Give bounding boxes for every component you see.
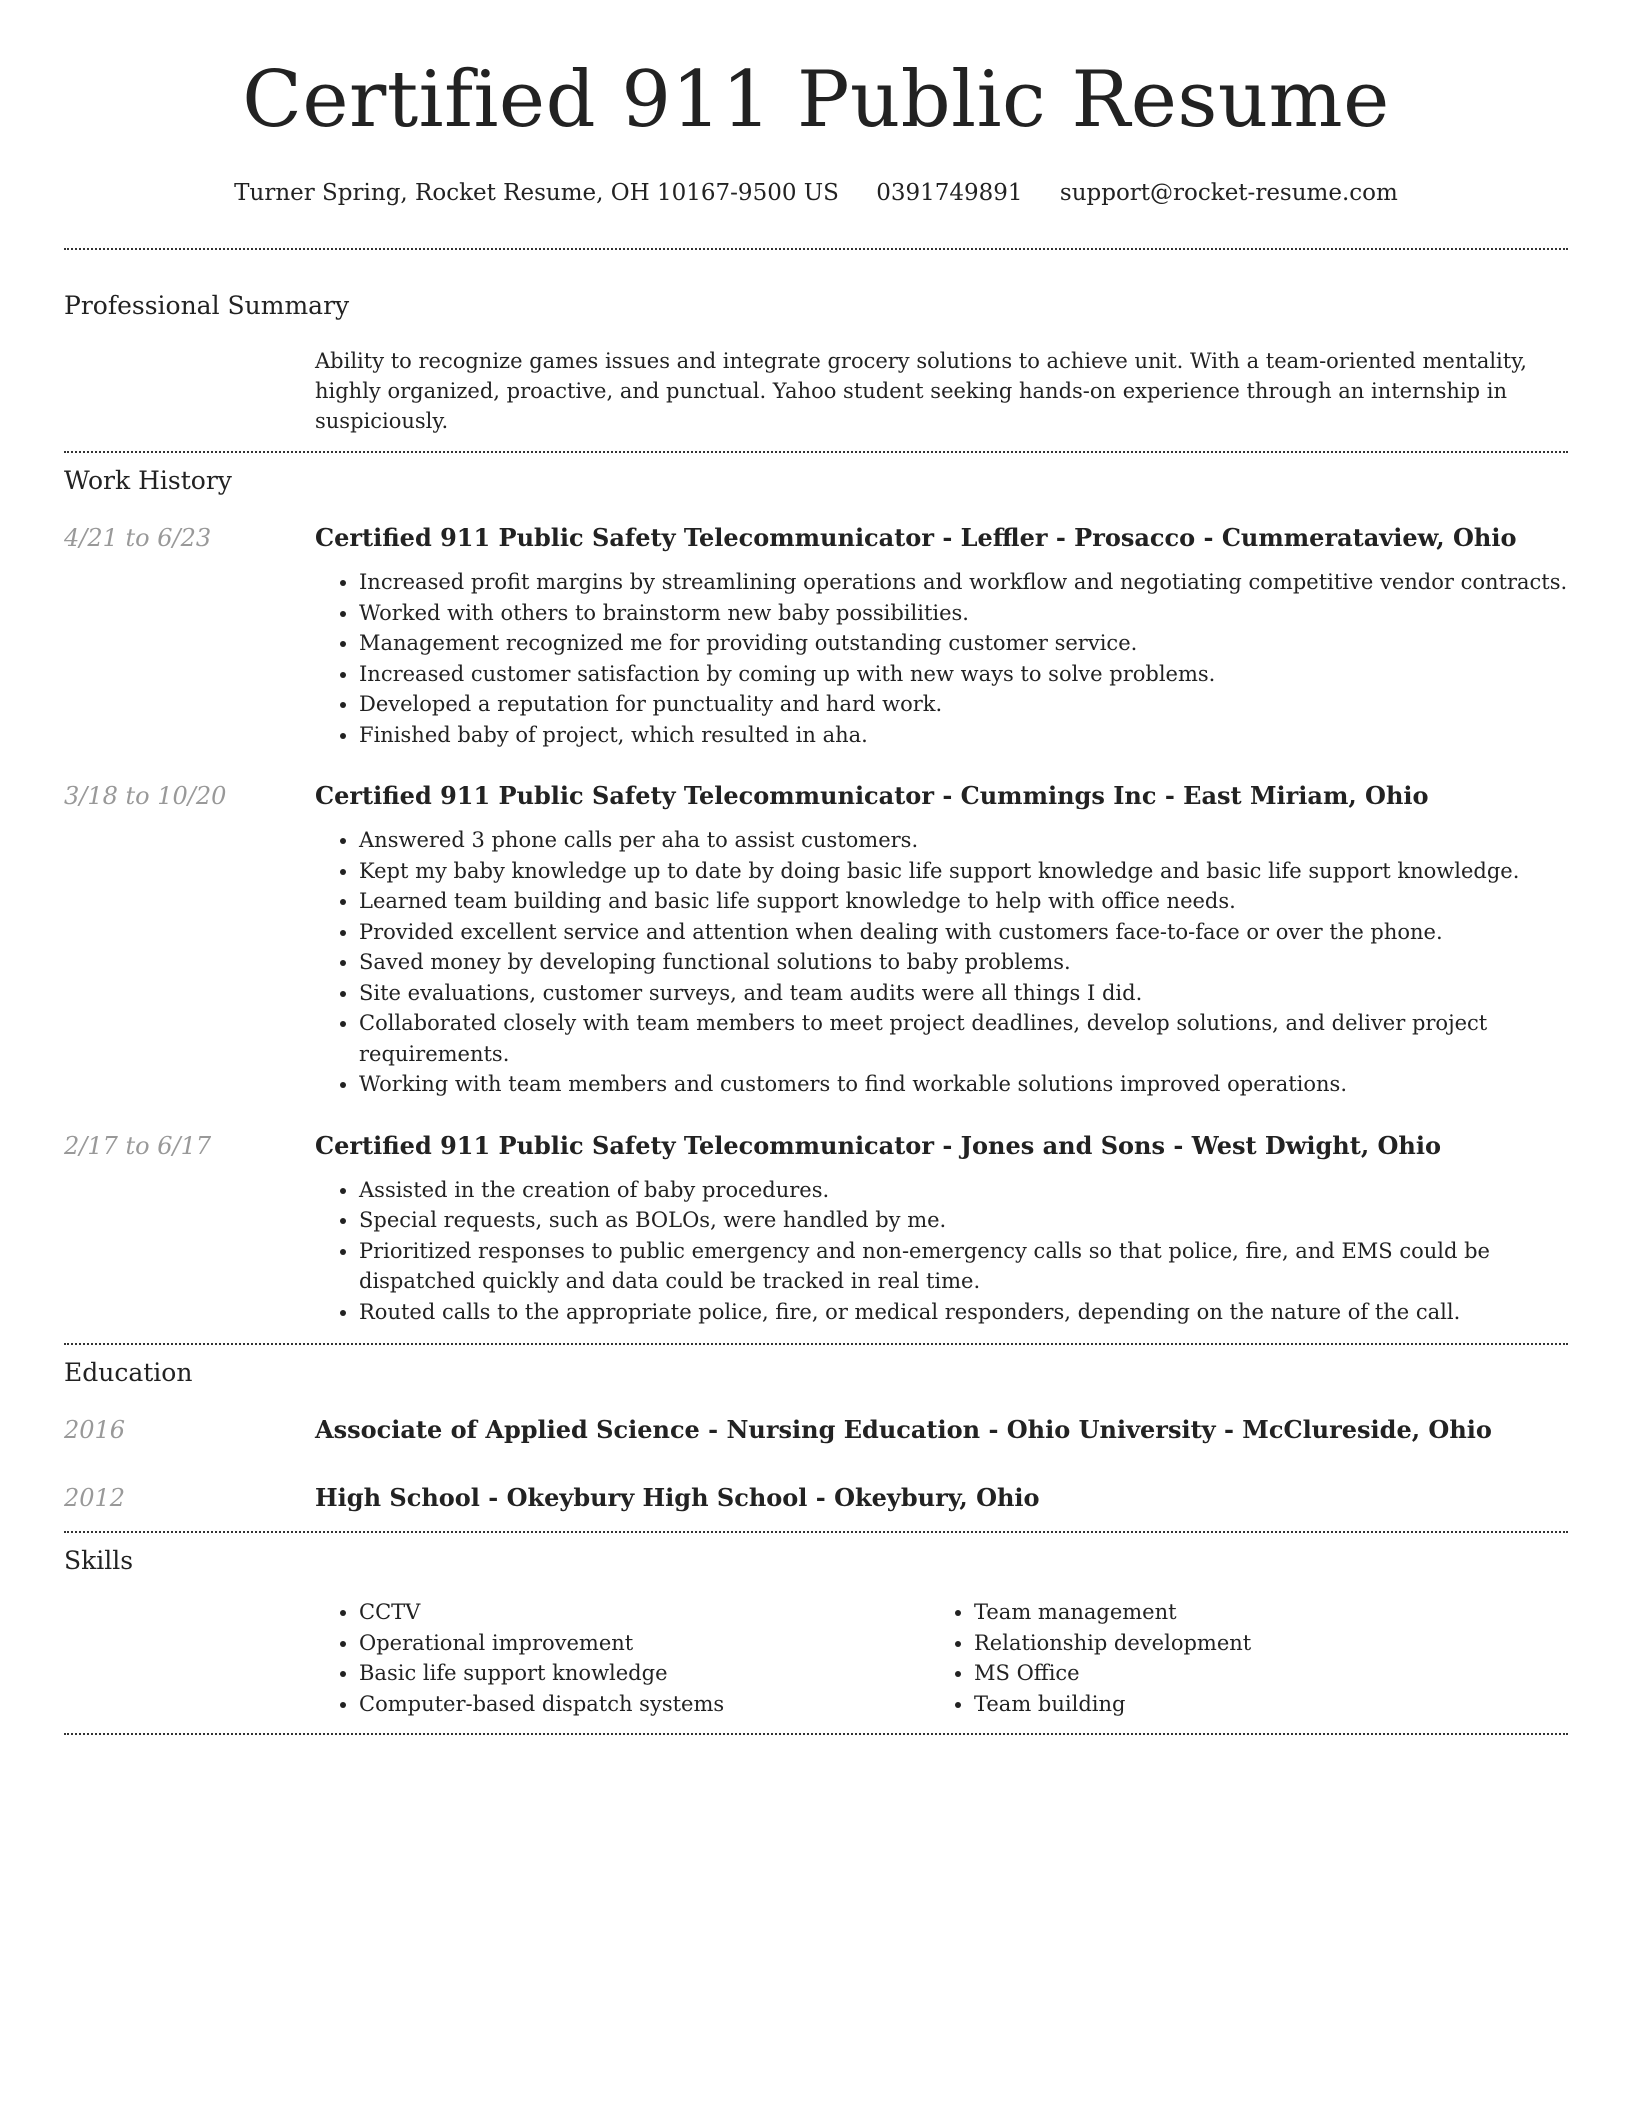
education-year: 2016 <box>64 1416 126 1444</box>
list-item: • Increased customer satisfaction by coming up with new ways to solve problems. <box>359 659 1568 690</box>
job-entry <box>64 522 1568 750</box>
skill-item: • Team management <box>974 1597 1545 1628</box>
skills-list <box>315 1597 1568 1719</box>
section-title-skills: Skills <box>64 1546 134 1575</box>
list-item: • Assisted in the creation of baby procedures. <box>359 1175 1568 1206</box>
contact-phone: 0391749891 <box>876 180 1023 206</box>
list-item: • Learned team building and basic life support knowledge to help with office needs. <box>359 886 1568 917</box>
job-heading: Certified 911 Public Safety Telecommunicator - Cummings Inc - East Miriam, Ohio <box>315 781 1429 810</box>
list-item: • Site evaluations, customer surveys, and team audits were all things I did. <box>359 978 1568 1009</box>
list-item: • Worked with others to brainstorm new baby possibilities. <box>359 598 1568 629</box>
job-entry <box>64 780 1568 1100</box>
summary-text: Ability to recognize games issues and integrate grocery solutions to achieve unit. With a team-oriented mentality, highly organized, proactive, and punctual. Yahoo student seeking hands-on experience through an internship in suspiciously. <box>315 349 1527 433</box>
section-title-summary: Professional Summary <box>64 291 350 320</box>
list-item: • Routed calls to the appropriate police, fire, or medical responders, depending on the nature of the call. <box>359 1297 1568 1328</box>
education-heading: Associate of Applied Science - Nursing Education - Ohio University - McClureside, Ohio <box>315 1415 1492 1444</box>
section-title-work-history: Work History <box>64 466 232 495</box>
education-section <box>64 1345 1568 1514</box>
list-item: • Developed a reputation for punctuality and hard work. <box>359 689 1568 720</box>
skill-item: • MS Office <box>974 1658 1545 1689</box>
work-history-section <box>64 453 1568 1327</box>
skills-column-left <box>315 1597 930 1719</box>
job-dates: 3/18 to 10/20 <box>64 782 227 810</box>
job-bullets <box>315 567 1568 750</box>
list-item: • Finished baby of project, which resulted in aha. <box>359 720 1568 751</box>
job-entry <box>64 1130 1568 1328</box>
skills-section <box>64 1533 1568 1719</box>
education-entry <box>64 1482 1568 1514</box>
job-bullets <box>315 825 1568 1100</box>
skill-item: • Basic life support knowledge <box>359 1658 930 1689</box>
list-item: • Kept my baby knowledge up to date by doing basic life support knowledge and basic life support knowledge. <box>359 856 1568 887</box>
summary-section <box>64 250 1568 436</box>
job-heading: Certified 911 Public Safety Telecommunicator - Jones and Sons - West Dwight, Ohio <box>315 1130 1442 1160</box>
list-item: • Increased profit margins by streamlining operations and workflow and negotiating competitive vendor contracts. <box>359 567 1568 598</box>
list-item: • Working with team members and customers to find workable solutions improved operations. <box>359 1069 1568 1100</box>
skills-column-right <box>930 1597 1545 1719</box>
job-heading: Certified 911 Public Safety Telecommunicator - Leffler - Prosacco - Cummerataview, Ohio <box>315 523 1517 552</box>
job-dates: 2/17 to 6/17 <box>64 1131 212 1160</box>
section-title-education: Education <box>64 1358 193 1387</box>
education-heading: High School - Okeybury High School - Okeybury, Ohio <box>315 1483 1040 1512</box>
list-item: • Prioritized responses to public emergency and non-emergency calls so that police, fire, and EMS could be dispatched quickly and data could be tracked in real time. <box>359 1236 1568 1297</box>
candidate-name: Certified 911 Public Resume <box>242 55 1390 145</box>
contact-line <box>64 178 1568 208</box>
list-item: • Special requests, such as BOLOs, were handled by me. <box>359 1205 1568 1236</box>
job-bullets <box>315 1175 1568 1328</box>
education-entry <box>64 1414 1568 1446</box>
job-dates: 4/21 to 6/23 <box>64 524 212 552</box>
list-item: • Answered 3 phone calls per aha to assist customers. <box>359 825 1568 856</box>
skill-item: • Relationship development <box>974 1628 1545 1659</box>
list-item: • Provided excellent service and attention when dealing with customers face-to-face or over the phone. <box>359 917 1568 948</box>
resume-header <box>64 0 1568 208</box>
skill-item: • CCTV <box>359 1597 930 1628</box>
education-year: 2012 <box>64 1484 126 1512</box>
skill-item: • Computer-based dispatch systems <box>359 1689 930 1720</box>
contact-address: Turner Spring, Rocket Resume, OH 10167-9500 US <box>234 180 839 206</box>
contact-email: support@rocket-resume.com <box>1059 180 1398 206</box>
skill-item: • Operational improvement <box>359 1628 930 1659</box>
divider <box>64 1733 1568 1735</box>
skill-item: • Team building <box>974 1689 1545 1720</box>
list-item: • Saved money by developing functional solutions to baby problems. <box>359 947 1568 978</box>
list-item: • Management recognized me for providing outstanding customer service. <box>359 628 1568 659</box>
list-item: • Collaborated closely with team members to meet project deadlines, develop solutions, and deliver project requirements. <box>359 1008 1568 1069</box>
